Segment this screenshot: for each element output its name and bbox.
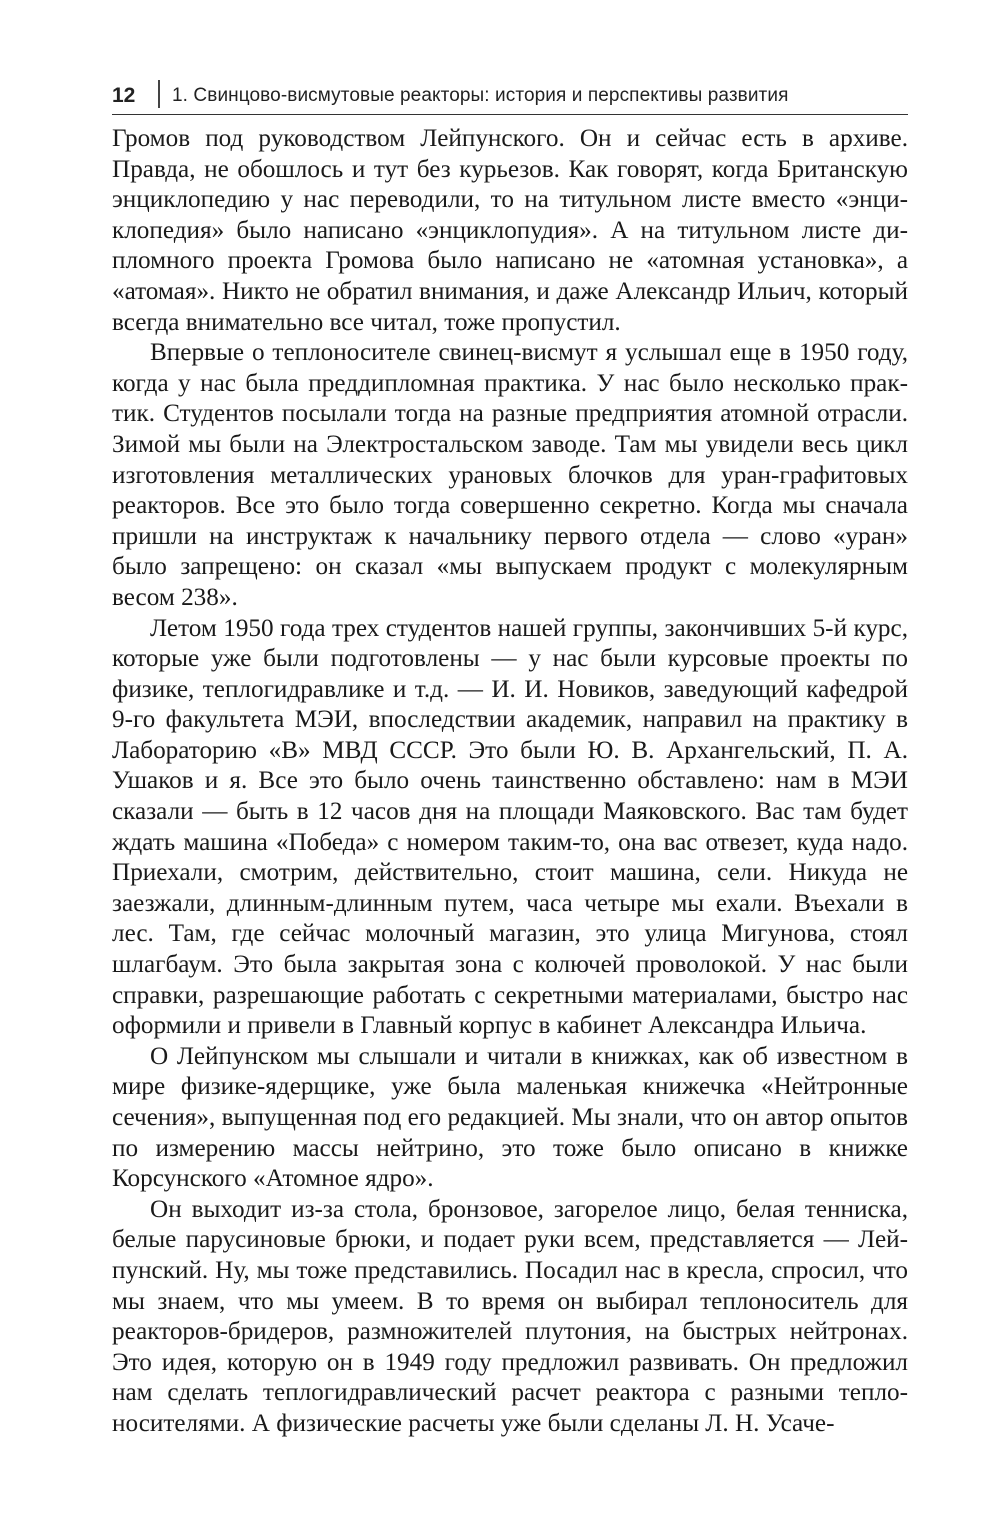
paragraph-5: Он выходит из-за стола, бронзовое, загорелое лицо, белая тенниска, белые парусиновые брюки, и подает руки всем, представляется — Лейпунский. Ну, мы тоже представились. Посадил нас в кресла, спросил, что мы знаем, что мы умеем. В то время он выбирал теплоноситель для реакторов-бридеров, размножителей плутония, на быстрых нейтронах. Это идея, которую он в 1949 году предложил развивать. Он предложил нам сделать теплогидравлический расчет реактора с разными теплоносителями. А физические расчеты уже были сделаны Л. Н. Усаче- [112, 1195, 908, 1437]
body-text [112, 124, 908, 1440]
header-separator [158, 80, 160, 108]
paragraph-1: Громов под руководством Лейпунского. Он и сейчас есть в архиве. Правда, не обошлось и тут без курьезов. Как говорят, когда Британскую энциклопедию у нас переводили, то на титульном листе вместо «энциклопедия» было написано «энциклопудия». А на титульном листе дипломного проекта Громова было написано не «атомная установка», а «атомая». Никто не обратил внимания, и даже Александр Ильич, который всегда внимательно все читал, тоже пропустил. [112, 125, 908, 336]
paragraph-3: Летом 1950 года трех студентов нашей группы, закончивших 5-й курс, которые уже были подготовлены — у нас были курсовые проекты по физике, теплогидравлике и т.д. — И. И. Новиков, заведующий кафедрой 9-го факультета МЭИ, впоследствии академик, направил на практику в Лабораторию «В» МВД СССР. Это были Ю. В. Архангельский, П. А. Ушаков и я. Все это было очень таинственно обставлено: нам в МЭИ сказали — быть в 12 часов дня на площади Маяковского. Вас там будет ждать машина «Победа» с номером таким-то, она вас отвезет, куда надо. Приехали, смотрим, действительно, стоит машина, сели. Никуда не заезжали, длинным-длинным путем, часа четыре мы ехали. Въехали в лес. Там, где сейчас молочный магазин, это улица Мигунова, стоял шлагбаум. Это была закрытая зона с колючей проволокой. У нас были справки, разрешающие работать с секретными материалами, быстро нас оформили и привели в Главный корпус в кабинет Александра Ильича. [112, 614, 908, 1040]
paragraph-2: Впервые о теплоносителе свинец-висмут я услышал еще в 1950 году, когда у нас была преддипломная практика. У нас было несколько практик. Студентов посылали тогда на разные предприятия атомной отрасли. Зимой мы были на Электростальском заводе. Там мы увидели весь цикл изготовления металлических урановых блочков для уран-графитовых реакторов. Все это было тогда совершенно секретно. Когда мы сначала пришли на инструктаж к начальнику первого отдела — слово «уран» было запрещено: он сказал «мы выпускаем продукт с молекулярным весом 238». [112, 339, 908, 611]
running-title: 1. Свинцово-висмутовые реакторы: история и перспективы развития [172, 85, 789, 106]
page-number: 12 [112, 84, 136, 107]
paragraph-4: О Лейпунском мы слышали и читали в книжках, как об известном в мире физике-ядерщике, уже была маленькая книжечка «Нейтронные сечения», выпущенная под его редакцией. Мы знали, что он автор опытов по измерению массы нейтрино, это тоже было описано в книжке Корсунского «Атомное ядро». [112, 1042, 908, 1193]
running-header [112, 80, 908, 115]
